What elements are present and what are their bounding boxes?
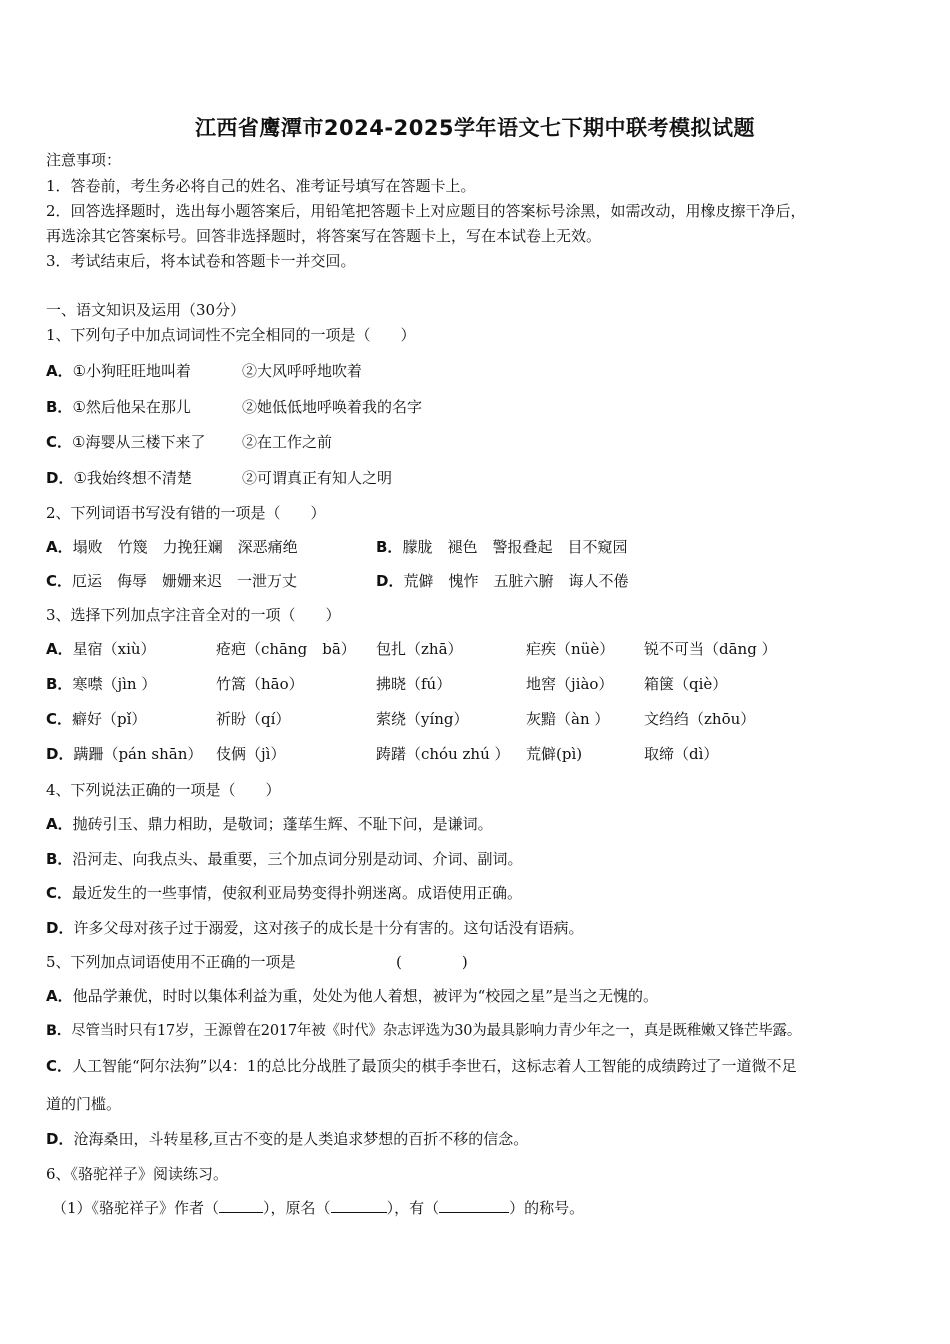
option-part: ①海婴从三楼下来了 bbox=[72, 433, 206, 451]
q4-option-a[interactable] bbox=[46, 814, 493, 834]
option-label: D． bbox=[376, 572, 404, 590]
q4-option-b[interactable] bbox=[46, 849, 522, 869]
q1-option-c[interactable] bbox=[46, 432, 205, 452]
pinyin-cell: 伎俩（jì） bbox=[216, 745, 286, 763]
option-label: B． bbox=[46, 675, 73, 693]
question-4-stem: 4、下列说法正确的一项是（ ） bbox=[46, 781, 281, 799]
option-part: ①小狗旺旺地叫着 bbox=[72, 362, 192, 380]
option-label: C． bbox=[46, 433, 73, 451]
option-text: 塌败 竹篾 力挽狂斓 深恶痛绝 bbox=[72, 538, 298, 556]
q1-option-b[interactable] bbox=[46, 397, 191, 417]
option-text: 厄运 侮辱 姗姗来迟 一泄万丈 bbox=[72, 572, 298, 590]
q1-option-c-part2: ②在工作之前 bbox=[242, 433, 333, 451]
option-text: 沿河走、向我点头、最重要，三个加点词分别是动词、介词、副词。 bbox=[72, 850, 523, 868]
option-label: A． bbox=[46, 987, 73, 1005]
q1-option-b-part2: ②她低低地呼唤着我的名字 bbox=[242, 398, 423, 416]
q5-option-b[interactable] bbox=[46, 1021, 801, 1041]
q1-option-d-part2: ②可谓真正有知人之明 bbox=[242, 469, 393, 487]
option-part: ①然后他呆在那儿 bbox=[72, 398, 191, 416]
q3-option-d[interactable] bbox=[46, 744, 202, 764]
pinyin-cell: 文绉绉（zhōu） bbox=[644, 710, 756, 728]
option-text: 他品学兼优，时时以集体利益为重，处处为他人着想，被评为“校园之星”是当之无愧的。 bbox=[72, 987, 658, 1005]
notice-item: 3．考试结束后，将本试卷和答题卡一并交回。 bbox=[46, 252, 356, 270]
q1-option-a[interactable] bbox=[46, 361, 191, 381]
pinyin-cell: 包扎（zhā） bbox=[376, 640, 463, 658]
q5-option-d[interactable] bbox=[46, 1129, 528, 1149]
notice-item: 再选涂其它答案标号。回答非选择题时，将答案写在答题卡上，写在本试卷上无效。 bbox=[46, 227, 602, 245]
option-label: C． bbox=[46, 1057, 73, 1075]
option-label: D． bbox=[46, 469, 74, 487]
q6-sub1-text: （1）《骆驼祥子》作者（ bbox=[52, 1199, 220, 1217]
option-label: D． bbox=[46, 745, 74, 763]
q5-option-a[interactable] bbox=[46, 986, 658, 1006]
answer-paren: ( ) bbox=[396, 953, 468, 971]
pinyin-cell: 箱箧（qiè） bbox=[644, 675, 728, 693]
page-title: 江西省鹰潭市2024-2025学年语文七下期中联考模拟试题 bbox=[194, 116, 756, 140]
q2-option-a[interactable] bbox=[46, 537, 298, 557]
author-blank[interactable] bbox=[219, 1198, 263, 1213]
question-2-stem: 2、下列词语书写没有错的一项是（ ） bbox=[46, 504, 326, 522]
option-part: ①我始终想不清楚 bbox=[73, 469, 192, 487]
notice-item: 1．答卷前，考生务必将自己的姓名、准考证号填写在答题卡上。 bbox=[46, 177, 476, 195]
pinyin-cell: 星宿（xiù） bbox=[72, 640, 156, 658]
question-6-stem: 6、《骆驼祥子》阅读练习。 bbox=[46, 1165, 229, 1183]
pinyin-cell: 锐不可当（dāng ） bbox=[644, 640, 777, 658]
q6-sub1-text: ），原名（ bbox=[263, 1199, 331, 1217]
option-label: A． bbox=[46, 362, 73, 380]
notice-heading: 注意事项： bbox=[46, 151, 122, 169]
question-1-stem: 1、下列句子中加点词词性不完全相同的一项是（ ） bbox=[46, 326, 416, 344]
notice-item: 2．回答选择题时，选出每小题答案后，用铅笔把答题卡上对应题目的答案标号涂黑，如需改动，用橡皮擦干净后， bbox=[46, 202, 806, 220]
pinyin-cell: 踌躇（chóu zhú ） bbox=[376, 745, 510, 763]
question-3-stem: 3、选择下列加点字注音全对的一项（ ） bbox=[46, 606, 341, 624]
option-text: 荒僻 愧怍 五脏六腑 诲人不倦 bbox=[403, 572, 629, 590]
q3-option-c[interactable] bbox=[46, 709, 146, 729]
q6-sub1-text: ），有（ bbox=[386, 1199, 440, 1217]
option-label: A． bbox=[46, 538, 73, 556]
option-label: D． bbox=[46, 919, 74, 937]
q1-option-d[interactable] bbox=[46, 468, 192, 488]
pinyin-cell: 疮疤（chāng bā） bbox=[216, 640, 356, 658]
option-text: 朦胧 褪色 警报叠起 目不窥园 bbox=[402, 538, 628, 556]
option-label: D． bbox=[46, 1130, 74, 1148]
q5-option-c[interactable] bbox=[46, 1056, 796, 1076]
option-label: B． bbox=[46, 850, 73, 868]
pinyin-cell: 萦绕（yíng） bbox=[376, 710, 469, 728]
option-label: C． bbox=[46, 884, 73, 902]
option-label: B． bbox=[46, 398, 73, 416]
original-name-blank[interactable] bbox=[331, 1198, 387, 1213]
q4-option-c[interactable] bbox=[46, 883, 522, 903]
option-label: B． bbox=[46, 1023, 72, 1039]
pinyin-cell: 疟疾（nüè） bbox=[526, 640, 615, 658]
pinyin-cell: 荒僻(pì) bbox=[526, 745, 583, 763]
pinyin-cell: 寒噤（jìn ） bbox=[72, 675, 157, 693]
q3-option-a[interactable] bbox=[46, 639, 156, 659]
section-heading: 一、语文知识及运用（30分） bbox=[46, 301, 246, 319]
q2-option-b[interactable] bbox=[376, 537, 627, 557]
q5-option-c-continued: 道的门槛。 bbox=[46, 1095, 122, 1113]
option-text: 人工智能“阿尔法狗”以4：1的总比分战胜了最顶尖的棋手李世石，这标志着人工智能的成绩跨过了一道微不足 bbox=[72, 1057, 797, 1075]
option-label: C． bbox=[46, 710, 73, 728]
title-blank[interactable] bbox=[439, 1198, 509, 1213]
q4-option-d[interactable] bbox=[46, 918, 583, 938]
pinyin-cell: 祈盼（qí） bbox=[216, 710, 291, 728]
pinyin-cell: 竹篙（hāo） bbox=[216, 675, 304, 693]
pinyin-cell: 地窖（jiào） bbox=[526, 675, 614, 693]
pinyin-cell: 灰黯（àn ） bbox=[526, 710, 610, 728]
question-5-stem: 5、下列加点词语使用不正确的一项是 bbox=[46, 953, 296, 971]
q3-option-b[interactable] bbox=[46, 674, 156, 694]
option-label: A． bbox=[46, 815, 73, 833]
option-label: B． bbox=[376, 538, 403, 556]
option-text: 尽管当时只有17岁，王源曾在2017年被《时代》杂志评选为30为最具影响力青少年之一，真是既稚嫩又锋芒毕露。 bbox=[71, 1023, 802, 1039]
q2-option-d[interactable] bbox=[376, 571, 628, 591]
pinyin-cell: 癖好（pǐ） bbox=[72, 710, 147, 728]
option-label: A． bbox=[46, 640, 73, 658]
pinyin-cell: 蹒跚（pán shān） bbox=[73, 745, 203, 763]
option-label: C． bbox=[46, 572, 73, 590]
q6-sub1-text: ）的称号。 bbox=[509, 1199, 585, 1217]
option-text: 抛砖引玉、鼎力相助，是敬词；蓬荜生辉、不耻下问，是谦词。 bbox=[72, 815, 493, 833]
q1-option-a-part2: ②大风呼呼地吹着 bbox=[242, 362, 363, 380]
option-text: 许多父母对孩子过于溺爱，这对孩子的成长是十分有害的。这句话没有语病。 bbox=[73, 919, 584, 937]
q2-option-c[interactable] bbox=[46, 571, 297, 591]
option-text: 最近发生的一些事情，使叙利亚局势变得扑朔迷离。成语使用正确。 bbox=[72, 884, 523, 902]
q6-sub1 bbox=[52, 1198, 584, 1218]
pinyin-cell: 取缔（dì） bbox=[644, 745, 719, 763]
option-text: 沧海桑田，斗转星移,亘古不变的是人类追求梦想的百折不移的信念。 bbox=[73, 1130, 529, 1148]
pinyin-cell: 拂晓（fú） bbox=[376, 675, 452, 693]
